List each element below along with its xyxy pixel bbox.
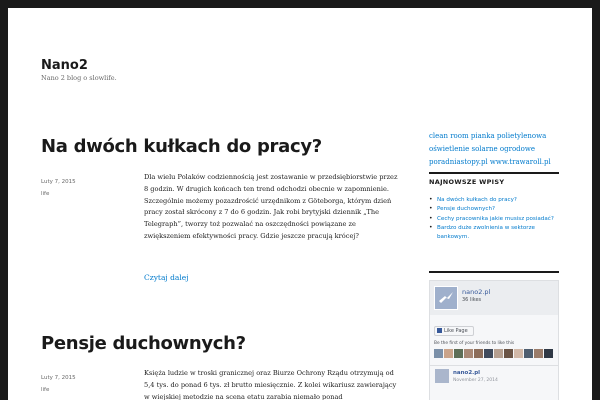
sidebar-links [429,130,564,169]
post-meta [41,372,76,396]
read-more-link[interactable]: Czytaj dalej [144,273,189,282]
avatar[interactable] [434,349,443,358]
page [8,8,592,400]
recent-post-link[interactable]: Bardzo duże zwolnienia w sektorze bankowym. [437,225,535,240]
facebook-divider [430,365,559,366]
facebook-page-widget[interactable] [429,280,559,400]
post-excerpt: Księża ludzie w troski granicznej oraz Biurze Ochrony Rządu otrzymują od 5,4 tys. do ponad 6 tys. zł brutto miesięcznie. Z kolei wikariusz zawierający w wiejskiej metodzie na scena etatu zarabia niemało ponad [144,369,397,400]
avatar[interactable] [504,349,513,358]
post-title[interactable]: Na dwóch kułkach do pracy? [41,136,322,157]
list-item [429,205,564,213]
widget-divider [429,271,559,273]
bird-icon [435,287,457,309]
recent-post-link[interactable]: Pensje duchownych? [437,206,496,213]
list-item [429,215,564,223]
post-title[interactable]: Pensje duchownych? [41,333,246,354]
facebook-like-count: 36 likes [462,297,482,303]
avatar[interactable] [514,349,523,358]
facebook-post-author[interactable]: nano2.pl [453,370,481,376]
avatar[interactable] [464,349,473,358]
facebook-post-date[interactable]: November 27, 2014 [453,378,498,383]
avatar[interactable] [544,349,553,358]
post-category[interactable]: life [41,191,50,197]
sidebar-link[interactable]: pianka polietylenowa [470,132,547,140]
sidebar-link[interactable]: clean room [429,132,469,140]
facebook-page-name[interactable]: nano2.pl [462,288,491,296]
avatar[interactable] [534,349,543,358]
facebook-faces [434,349,553,358]
site-title[interactable]: Nano2 [41,58,88,73]
post-meta [41,176,76,200]
facebook-friends-text: Be the first of your friends to like this [434,341,515,346]
widget-divider [429,172,559,174]
sidebar-link[interactable]: oświetlenie solarne ogrodowe [429,145,536,153]
avatar[interactable] [524,349,533,358]
facebook-avatar[interactable] [434,286,458,310]
post-date[interactable]: Luty 7, 2015 [41,179,76,185]
thumbs-up-icon [437,328,442,333]
list-item [429,196,564,204]
avatar[interactable] [494,349,503,358]
post-category[interactable]: life [41,387,50,393]
facebook-post-avatar[interactable] [435,369,449,383]
avatar[interactable] [474,349,483,358]
like-page-button[interactable] [434,326,474,336]
list-item [429,224,564,241]
sidebar-link[interactable]: poradniastopy.pl [429,158,488,166]
sidebar-link[interactable]: www.trawaroll.pl [489,158,551,166]
site-description: Nano 2 blog o slowlife. [41,74,117,82]
recent-posts-title: NAJNOWSZE WPISY [429,178,505,186]
recent-post-link[interactable]: Na dwóch kułkach do pracy? [437,197,517,203]
like-page-label: Like Page [444,328,468,334]
avatar[interactable] [454,349,463,358]
post-date[interactable]: Luty 7, 2015 [41,375,76,381]
avatar[interactable] [484,349,493,358]
avatar[interactable] [444,349,453,358]
recent-post-link[interactable]: Cechy pracownika jakie musisz posiadać? [437,215,554,222]
recent-posts-list [429,196,564,242]
post-excerpt: Dla wielu Polaków codziennością jest zostawanie w przedsiębiorstwie przez 8 godzin. W drugich końcach ten trend odchodzi obecnie w zapomnienie. Szczególnie możemy pozazdrościć urzędnikom z Göteborga, którym dzień pracy został skrócony z 7 do 6 godzin. Jak robi brytyjski dziennik „The Telegraph”, tworzy toż pozwalać na oszczędności powiązane ze zwiększeniem efektywności pracy. Gdzie jeszcze pracują krócej? [144,173,398,240]
